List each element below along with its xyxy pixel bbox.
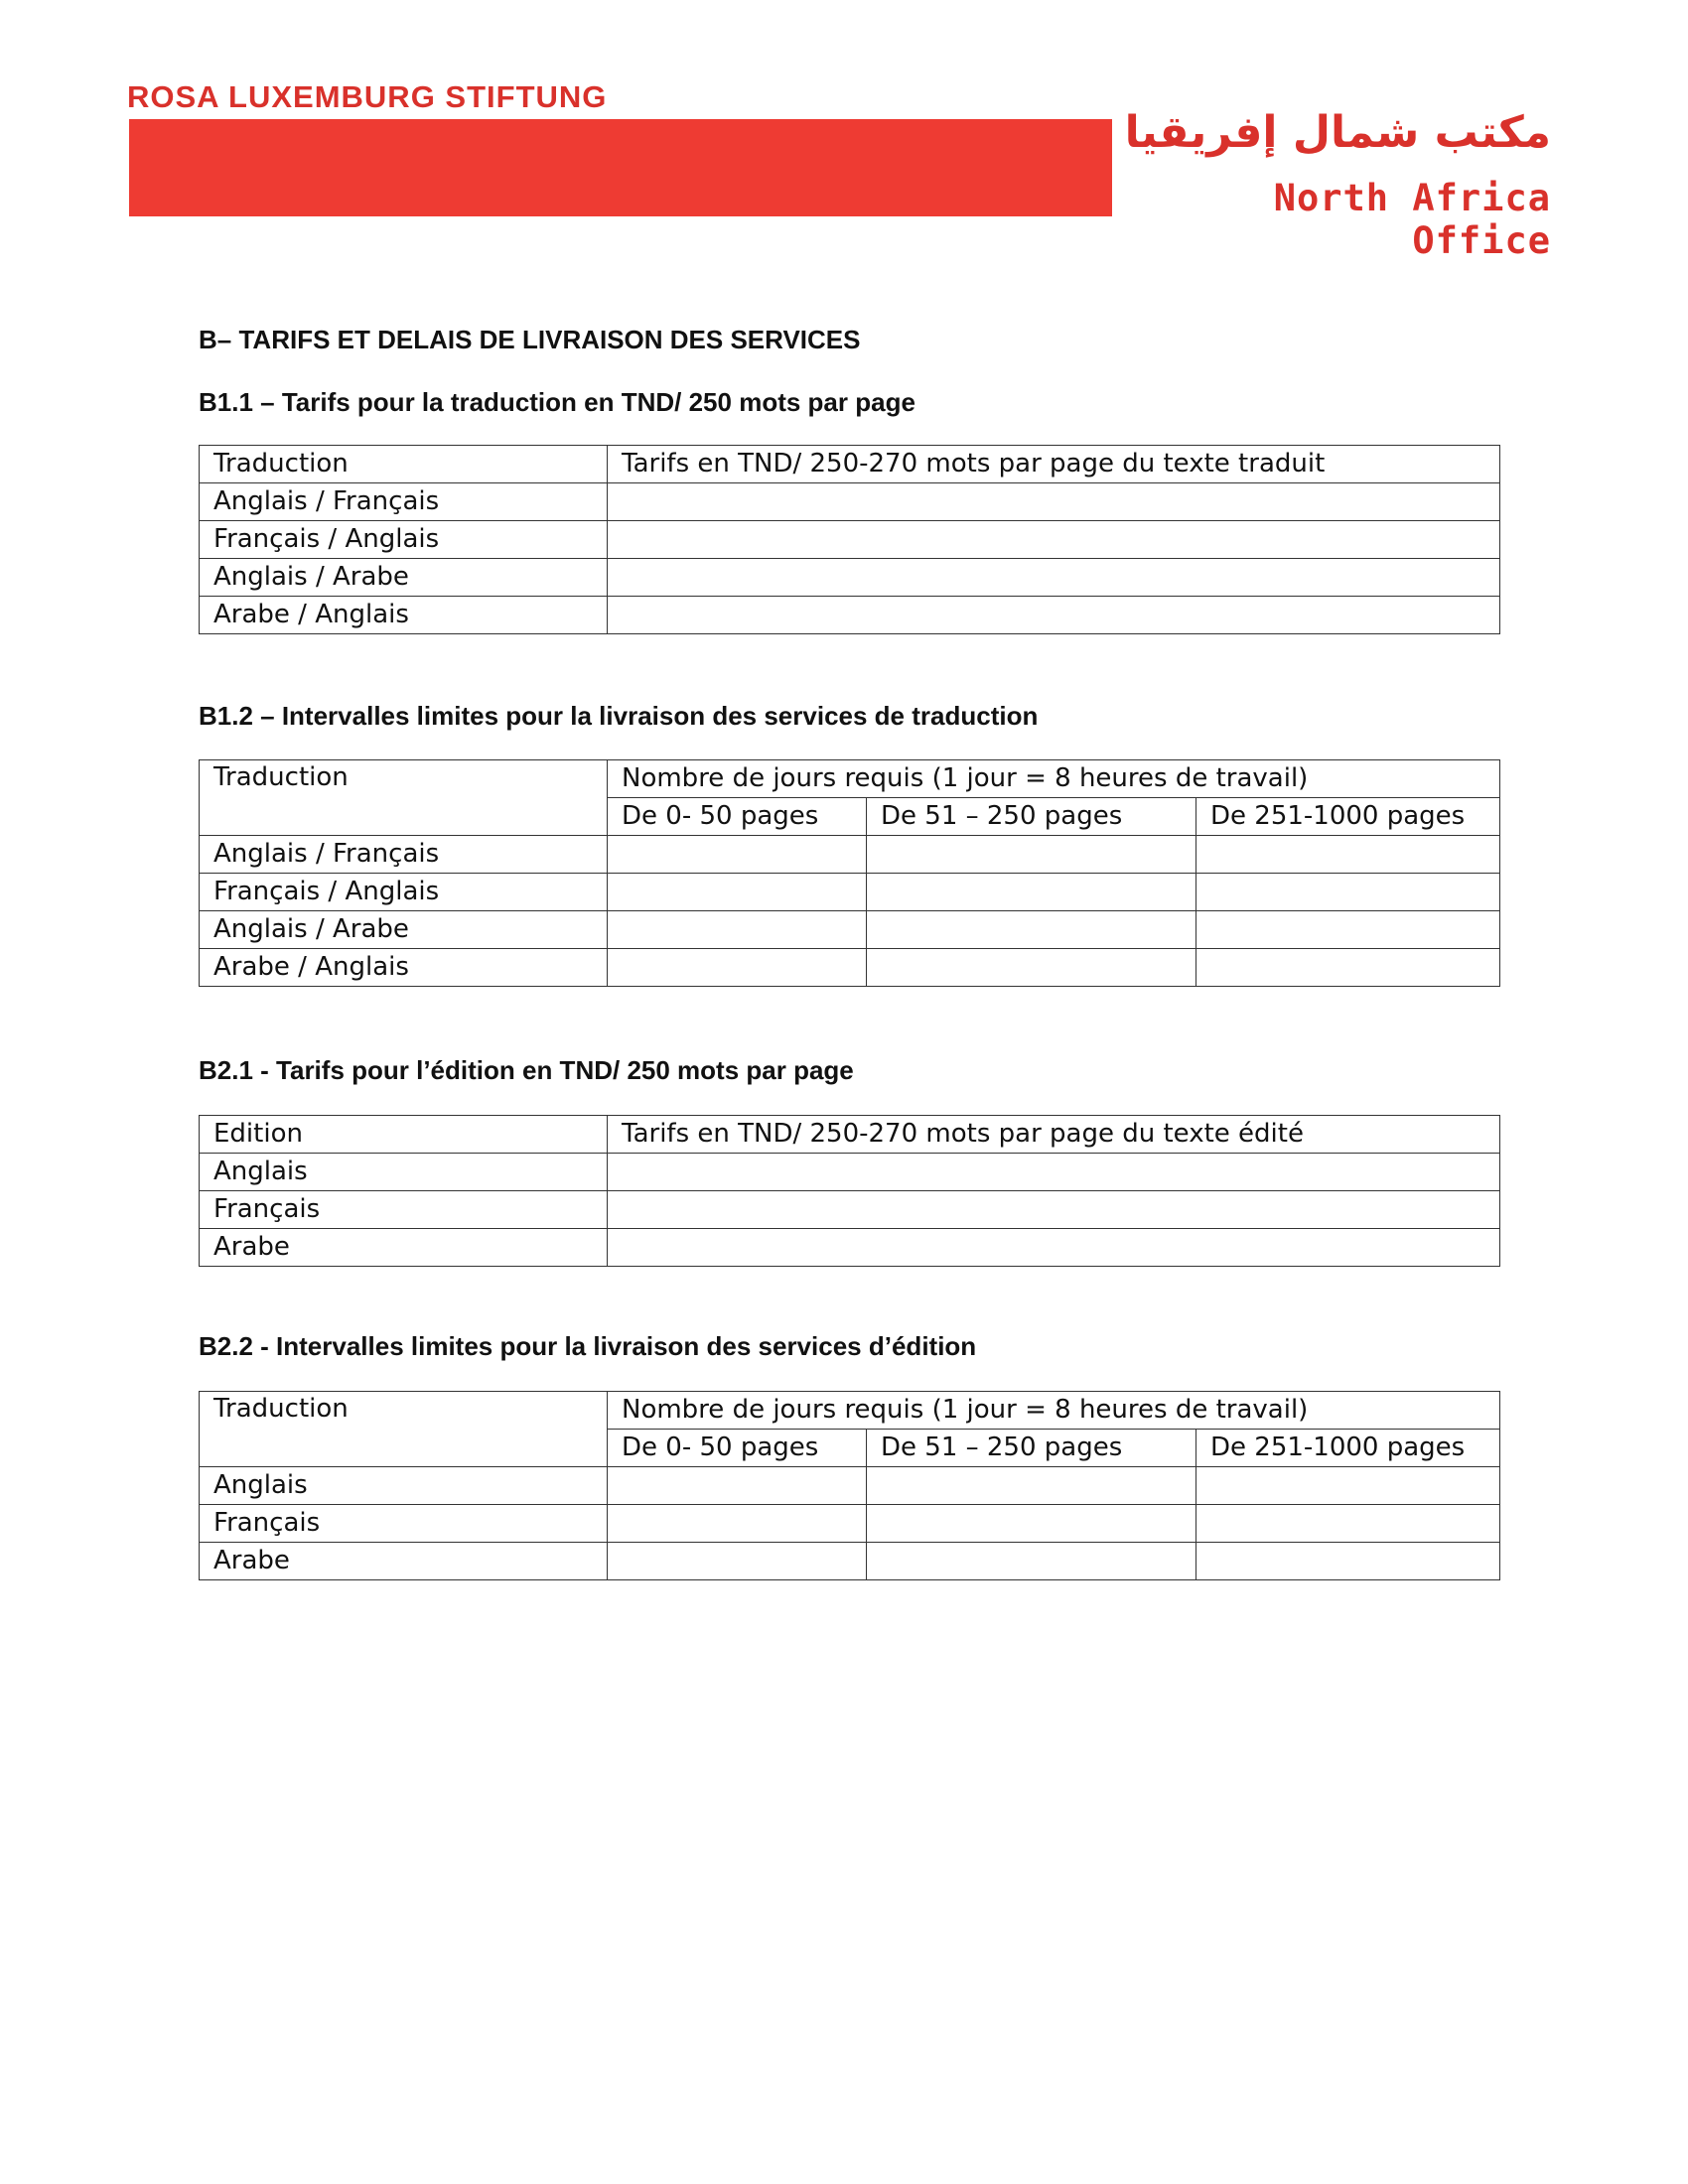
table-row [200, 1505, 1500, 1543]
days-cell[interactable] [1196, 1467, 1500, 1505]
days-cell[interactable] [608, 1505, 867, 1543]
header-cell: Tarifs en TND/ 250-270 mots par page du texte édité [608, 1116, 1500, 1154]
row-label: Français [200, 1505, 608, 1543]
row-label: Anglais [200, 1154, 608, 1191]
row-header-cell: Traduction [200, 760, 608, 836]
rate-cell[interactable] [608, 559, 1500, 597]
days-cell[interactable] [867, 949, 1196, 987]
days-cell[interactable] [867, 1505, 1196, 1543]
row-label: Anglais / Français [200, 483, 608, 521]
section-heading-b12: B1.2 – Intervalles limites pour la livraison des services de traduction [199, 701, 1039, 731]
row-header-cell: Traduction [200, 1392, 608, 1467]
days-cell[interactable] [1196, 949, 1500, 987]
column-header: De 251-1000 pages [1196, 798, 1500, 836]
days-cell[interactable] [608, 949, 867, 987]
days-cell[interactable] [867, 1467, 1196, 1505]
table-row [200, 597, 1500, 634]
section-heading-b11: B1.1 – Tarifs pour la traduction en TND/ 250 mots par page [199, 387, 915, 417]
row-label: Français [200, 1191, 608, 1229]
letterhead-red-band [129, 119, 1112, 216]
days-cell[interactable] [1196, 1505, 1500, 1543]
table-row [200, 1543, 1500, 1580]
days-cell[interactable] [867, 836, 1196, 874]
row-label: Anglais [200, 1467, 608, 1505]
office-name-arabic: مكتب شمال إفريقيا [1124, 107, 1551, 158]
table-row [200, 559, 1500, 597]
row-label: Anglais / Français [200, 836, 608, 874]
translation-delivery-table [199, 759, 1500, 987]
table-row [200, 1191, 1500, 1229]
column-header: De 0- 50 pages [608, 1430, 867, 1467]
days-cell[interactable] [867, 911, 1196, 949]
column-header: De 51 – 250 pages [867, 798, 1196, 836]
header-cell: Tarifs en TND/ 250-270 mots par page du texte traduit [608, 446, 1500, 483]
header-cell: Edition [200, 1116, 608, 1154]
table-header-row [200, 760, 1500, 798]
row-label: Arabe / Anglais [200, 597, 608, 634]
section-heading-b22: B2.2 - Intervalles limites pour la livraison des services d’édition [199, 1331, 977, 1361]
days-cell[interactable] [1196, 836, 1500, 874]
table-row [200, 836, 1500, 874]
table-row [200, 911, 1500, 949]
table-row [200, 1229, 1500, 1267]
column-header: De 51 – 250 pages [867, 1430, 1196, 1467]
days-cell[interactable] [1196, 1543, 1500, 1580]
section-heading-b21: B2.1 - Tarifs pour l’édition en TND/ 250 mots par page [199, 1055, 854, 1085]
row-label: Arabe / Anglais [200, 949, 608, 987]
days-cell[interactable] [867, 874, 1196, 911]
row-label: Français / Anglais [200, 874, 608, 911]
table-row [200, 521, 1500, 559]
rate-cell[interactable] [608, 1229, 1500, 1267]
table-row [200, 1154, 1500, 1191]
days-cell[interactable] [608, 874, 867, 911]
row-label: Anglais / Arabe [200, 559, 608, 597]
rate-cell[interactable] [608, 597, 1500, 634]
days-cell[interactable] [608, 836, 867, 874]
editing-delivery-table [199, 1391, 1500, 1580]
days-cell[interactable] [608, 1467, 867, 1505]
rate-cell[interactable] [608, 521, 1500, 559]
office-name-latin: North Africa Office [1273, 177, 1551, 262]
header-cell: Traduction [200, 446, 608, 483]
column-header: De 0- 50 pages [608, 798, 867, 836]
days-cell[interactable] [1196, 911, 1500, 949]
table-header-row [200, 446, 1500, 483]
row-label: Arabe [200, 1229, 608, 1267]
table-row [200, 874, 1500, 911]
table-header-row [200, 1392, 1500, 1430]
table-row [200, 949, 1500, 987]
group-header-cell: Nombre de jours requis (1 jour = 8 heures de travail) [608, 760, 1500, 798]
days-cell[interactable] [608, 1543, 867, 1580]
org-name-logo: ROSA LUXEMBURG STIFTUNG [127, 79, 608, 114]
days-cell[interactable] [608, 911, 867, 949]
row-label: Arabe [200, 1543, 608, 1580]
translation-rates-table [199, 445, 1500, 634]
days-cell[interactable] [1196, 874, 1500, 911]
days-cell[interactable] [867, 1543, 1196, 1580]
row-label: Français / Anglais [200, 521, 608, 559]
table-row [200, 1467, 1500, 1505]
group-header-cell: Nombre de jours requis (1 jour = 8 heures de travail) [608, 1392, 1500, 1430]
rate-cell[interactable] [608, 1154, 1500, 1191]
table-header-row [200, 1116, 1500, 1154]
rate-cell[interactable] [608, 1191, 1500, 1229]
editing-rates-table [199, 1115, 1500, 1267]
row-label: Anglais / Arabe [200, 911, 608, 949]
column-header: De 251-1000 pages [1196, 1430, 1500, 1467]
main-heading: B– TARIFS ET DELAIS DE LIVRAISON DES SERVICES [199, 325, 861, 354]
table-row [200, 483, 1500, 521]
rate-cell[interactable] [608, 483, 1500, 521]
